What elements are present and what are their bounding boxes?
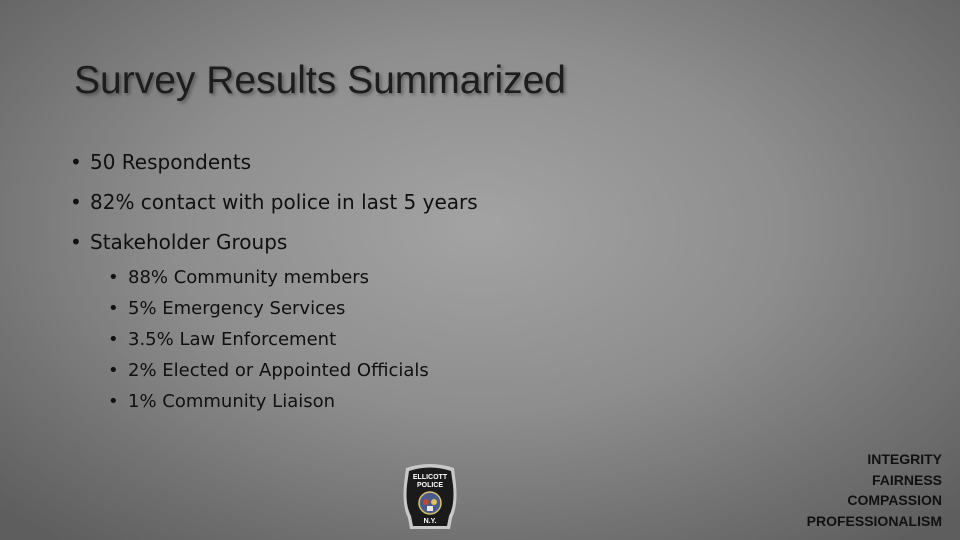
sub-bullet-text: 2% Elected or Appointed Officials bbox=[128, 360, 429, 381]
badge-line2: POLICE bbox=[416, 482, 444, 489]
bullet-item bbox=[70, 142, 478, 182]
badge-line1: ELLICOTT bbox=[412, 474, 448, 481]
value-item: INTEGRITY bbox=[867, 451, 942, 467]
values-list bbox=[807, 449, 942, 531]
sub-bullet-text: 1% Community Liaison bbox=[128, 391, 336, 412]
sub-bullet-text: 3.5% Law Enforcement bbox=[128, 329, 337, 350]
sub-bullet-item bbox=[108, 386, 478, 417]
sub-bullet-item bbox=[108, 355, 478, 386]
sub-bullet-text: 5% Emergency Services bbox=[128, 298, 346, 319]
bullet-item bbox=[70, 182, 478, 222]
bullet-text: 82% contact with police in last 5 years bbox=[90, 190, 478, 214]
bullet-glyph: • bbox=[70, 150, 82, 174]
bullet-glyph: • bbox=[108, 298, 119, 319]
bullet-list bbox=[70, 142, 478, 417]
badge-line3: N.Y. bbox=[423, 518, 437, 525]
bullet-glyph: • bbox=[108, 391, 119, 412]
sub-bullet-item bbox=[108, 293, 478, 324]
sub-bullet-item bbox=[108, 262, 478, 293]
value-item: PROFESSIONALISM bbox=[806, 512, 942, 529]
bullet-text: 50 Respondents bbox=[90, 150, 252, 174]
police-badge-logo bbox=[400, 462, 460, 532]
slide-title: Survey Results Summarized bbox=[74, 59, 566, 102]
bullet-glyph: • bbox=[108, 329, 119, 350]
bullet-glyph: • bbox=[70, 190, 82, 214]
value-item: FAIRNESS bbox=[871, 471, 942, 488]
bullet-glyph: • bbox=[70, 230, 82, 254]
bullet-glyph: • bbox=[108, 267, 119, 288]
bullet-item bbox=[70, 222, 478, 417]
sub-bullet-text: 88% Community members bbox=[128, 267, 370, 288]
sub-bullet-list bbox=[108, 262, 478, 417]
bullet-text: Stakeholder Groups bbox=[90, 230, 288, 254]
bullet-glyph: • bbox=[108, 360, 119, 381]
sub-bullet-item bbox=[108, 324, 478, 355]
value-item: COMPASSION bbox=[847, 492, 942, 508]
